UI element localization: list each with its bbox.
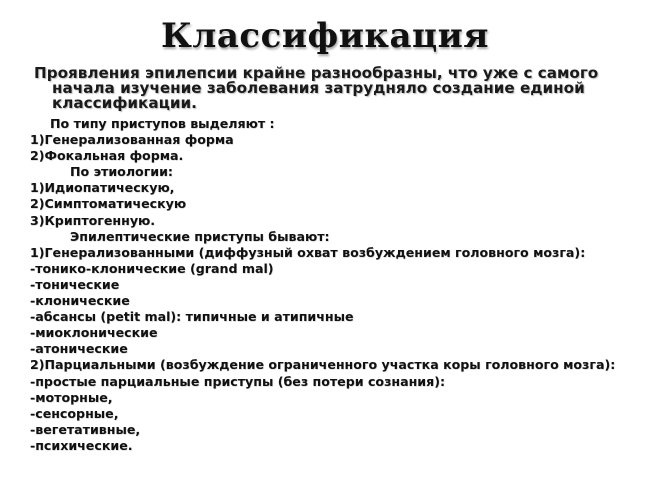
list-item: 1)Генерализованными (диффузный охват возбуждением головного мозга): [30, 244, 586, 260]
intro-paragraph [34, 66, 604, 111]
list-item: 2)Симптоматическую [30, 196, 187, 212]
intro-line: классификации. [52, 94, 197, 112]
list-item: -клонические [30, 293, 130, 309]
list-item: -миоклонические [30, 325, 158, 341]
list-item: -атонические [30, 341, 128, 357]
list-item: 2)Парциальными (возбуждение ограниченного участка коры головного мозга): [30, 357, 616, 373]
list-item: -психические. [30, 437, 133, 453]
intro-line: начала изучение заболевания затрудняло создание единой [52, 79, 585, 97]
slide-title: Классификация [161, 16, 489, 56]
list-item: -вегетативные, [30, 421, 141, 437]
list-item: 1)Идиопатическую, [30, 180, 175, 196]
section-heading: По типу приступов выделяют : [50, 116, 275, 131]
list-item: -моторные, [30, 389, 113, 405]
list-item: -простые парциальные приступы (без потери сознания): [30, 373, 445, 389]
list-item: -сенсорные, [30, 405, 119, 421]
list-item: -тонические [30, 276, 120, 292]
section-heading: По этиологии: [70, 164, 173, 180]
list-item: 1)Генерализованная форма [30, 132, 234, 148]
section-heading: Эпилептические приступы бывают: [70, 228, 330, 244]
list-item: 3)Криптогенную. [30, 212, 156, 228]
intro-line: Проявления эпилепсии крайне разнообразны, что уже с самого [34, 64, 599, 82]
list-item: -тонико-клонические (grand mal) [30, 260, 274, 276]
list-item: -абсансы (petit mal): типичные и атипичные [30, 309, 354, 325]
classification-list [30, 116, 630, 454]
list-item: 2)Фокальная форма. [30, 148, 184, 164]
